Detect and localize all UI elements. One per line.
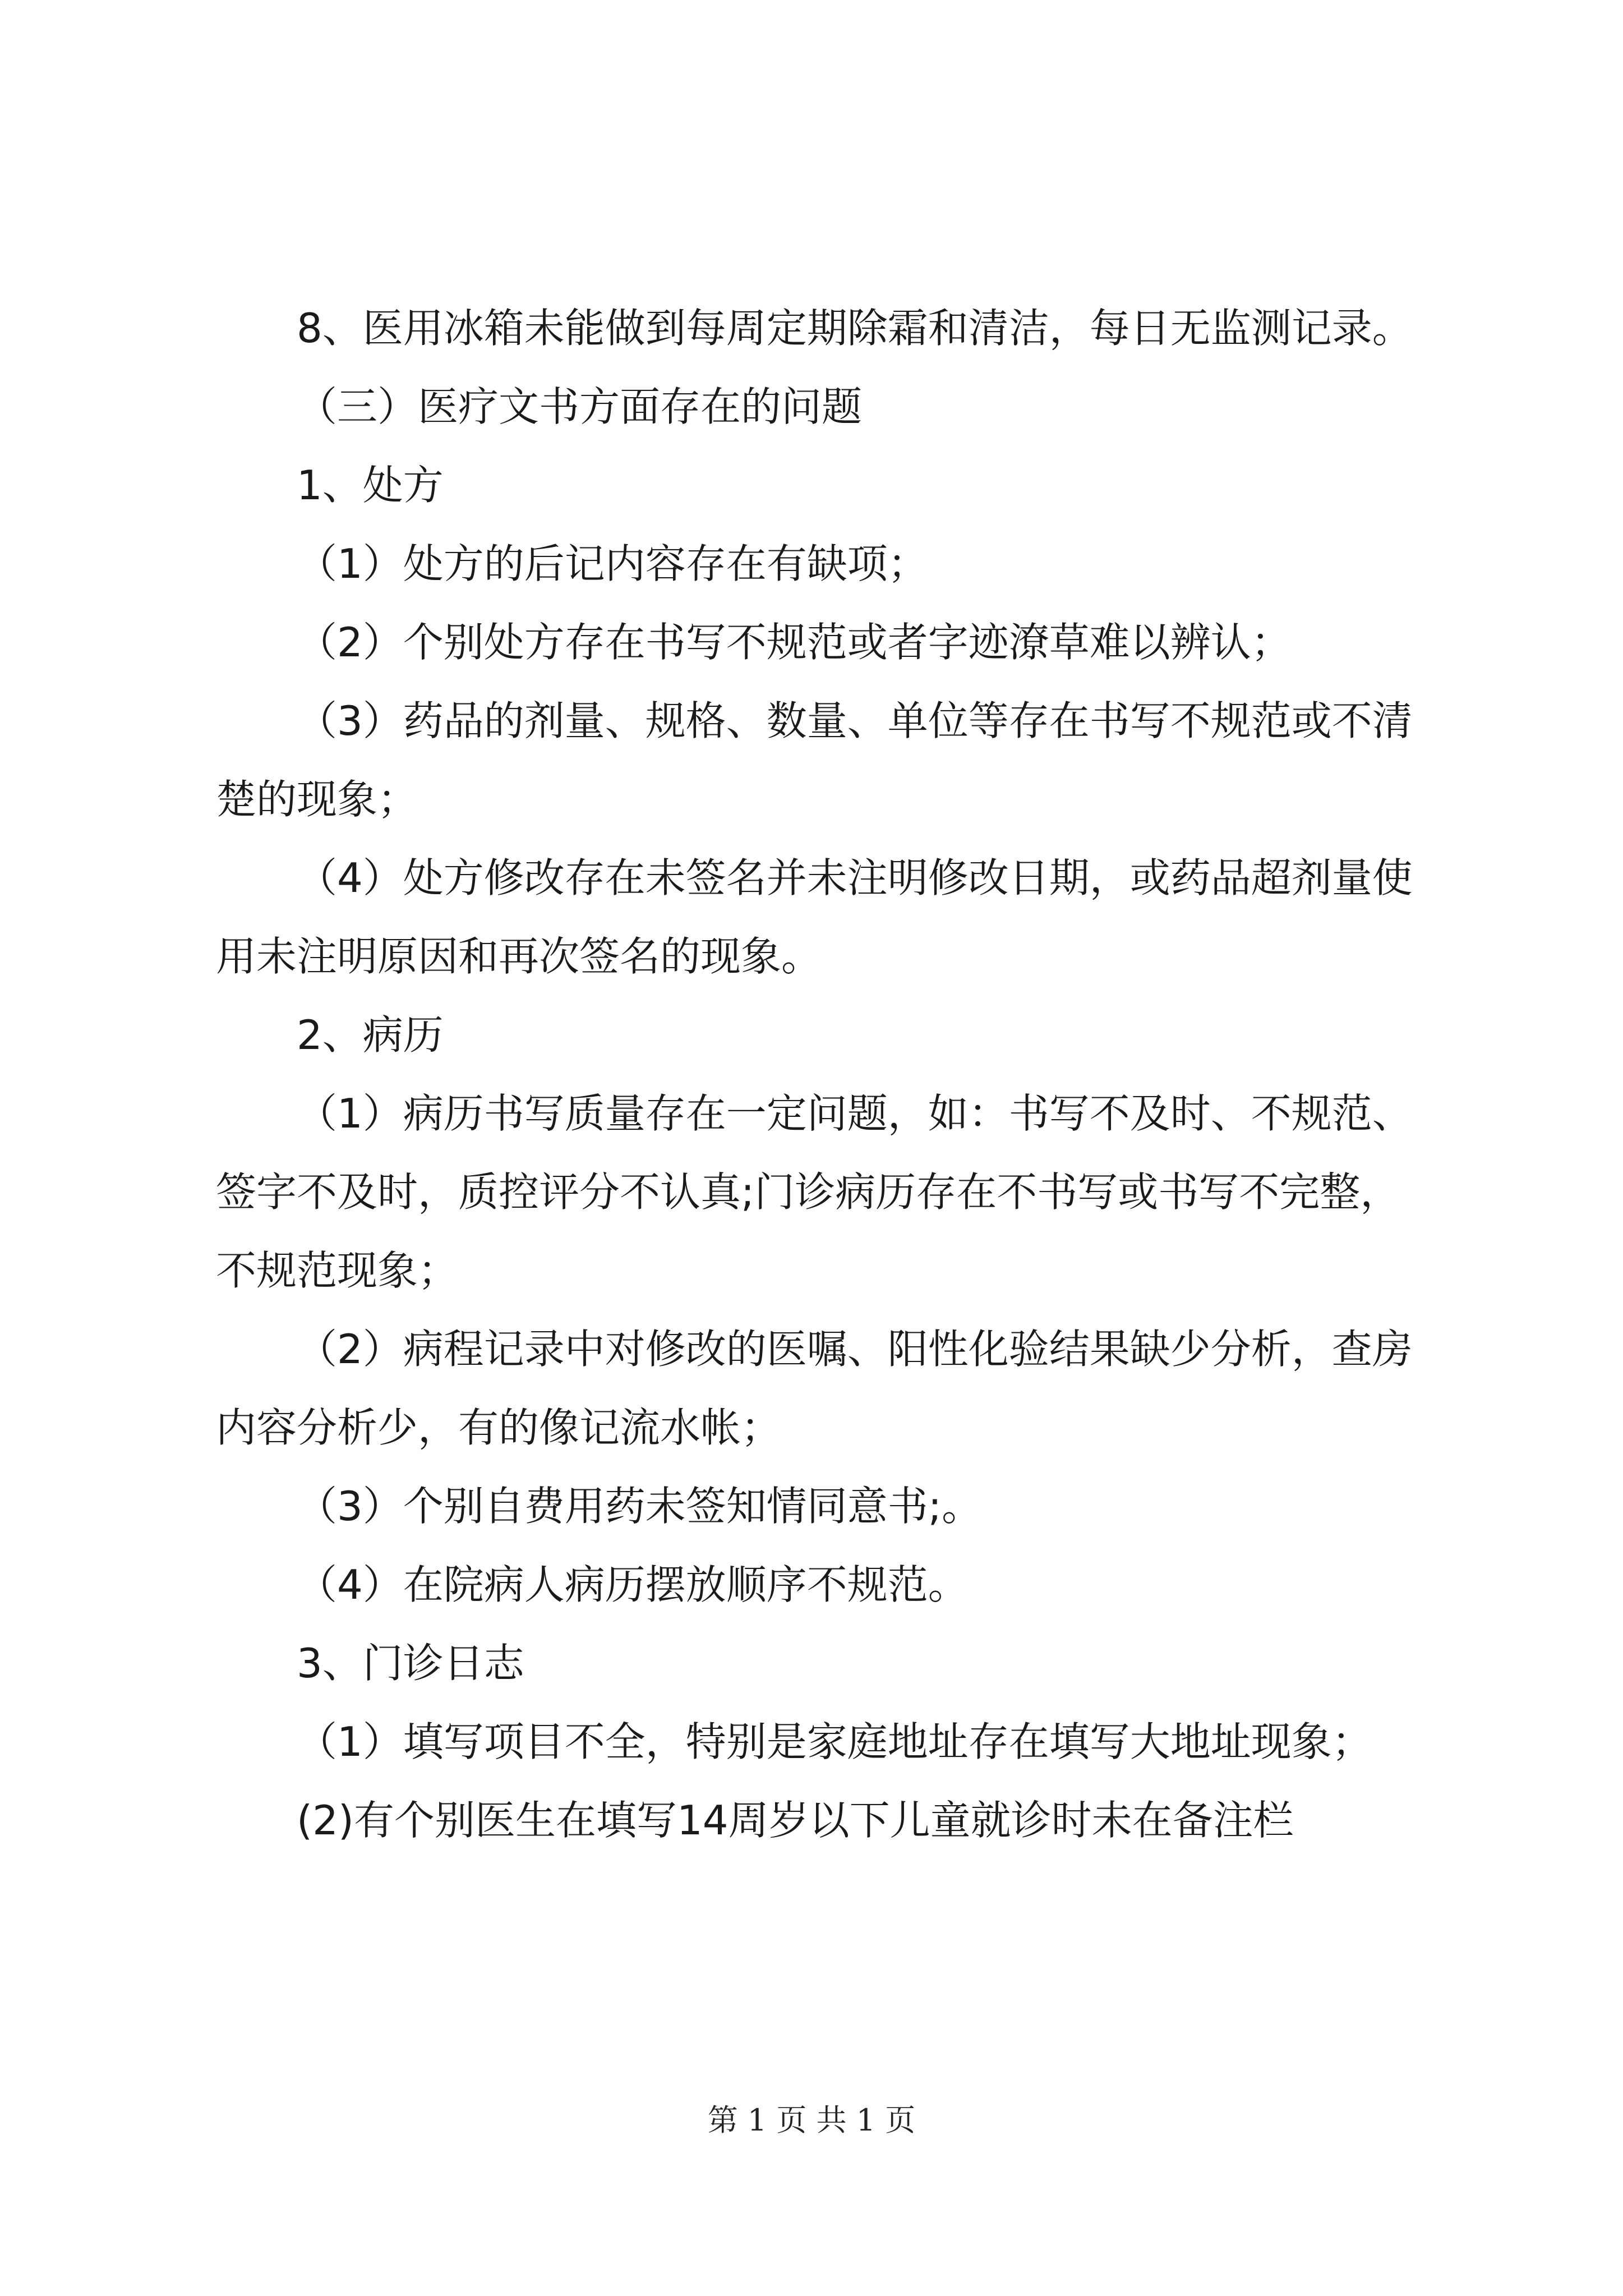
list-item: （2）个别处方存在书写不规范或者字迹潦草难以辨认； [297,619,1292,666]
paragraph-fridge-defrost: 8、医用冰箱未能做到每周定期除霜和清洁，每日无监测记录。 [297,305,1413,352]
page-footer [0,2101,1623,2140]
list-item: （1）病历书写质量存在一定问题，如：书写不及时、不规范、签字不及时，质控评分不认真;门诊病历存在不书写或书写不完整，不规范现象； [216,1090,1413,1294]
page-number-label: 第 1 页 共 1 页 [707,2102,916,2138]
list-item: （3）个别自费用药未签知情同意书;。 [297,1483,983,1530]
list-item: （4）在院病人病历摆放顺序不规范。 [297,1561,969,1608]
subheading-prescription: 1、处方 [297,462,444,509]
list-item: （3）药品的剂量、规格、数量、单位等存在书写不规范或不清楚的现象； [216,697,1413,823]
list-item: （1）填写项目不全，特别是家庭地址存在填写大地址现象； [297,1718,1372,1765]
subheading-medical-record: 2、病历 [297,1011,444,1059]
subheading-outpatient-log: 3、门诊日志 [297,1640,524,1687]
document-body [216,289,1427,1860]
list-item: （4）处方修改存在未签名并未注明修改日期，或药品超剂量使用未注明原因和再次签名的现象。 [216,854,1413,980]
section-heading-medical-documents: （三）医疗文书方面存在的问题 [297,383,863,430]
list-item: （1）处方的后记内容存在有缺项； [297,540,928,587]
list-item: （2）病程记录中对修改的医嘱、阳性化验结果缺少分析，查房内容分析少，有的像记流水帐； [216,1326,1413,1451]
list-item: (2)有个别医生在填写14周岁以下儿童就诊时未在备注栏 [297,1797,1294,1844]
